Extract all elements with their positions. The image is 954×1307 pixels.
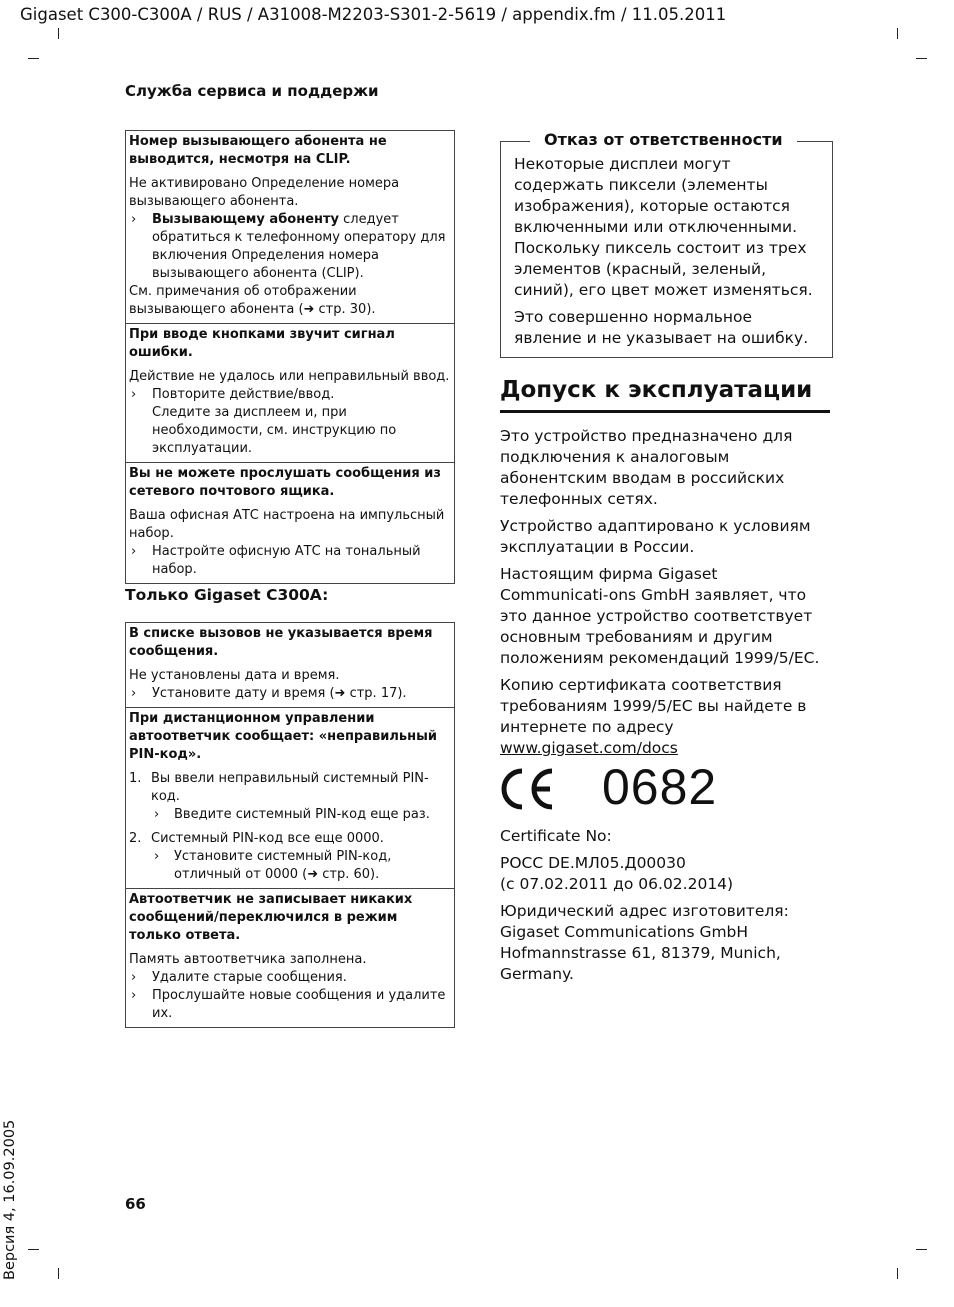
problem-title: При вводе кнопками звучит сигнал ошибки. — [129, 327, 395, 360]
cert-label: Certificate No: — [500, 827, 612, 845]
cert-dates: (с 07.02.2011 до 06.02.2014) — [500, 875, 734, 893]
crop-mark — [916, 58, 927, 59]
list-item: › Настройте офисную АТС на тональный набор. — [129, 543, 451, 579]
disclaimer-title: Отказ от ответственности — [530, 130, 797, 149]
item-number: 2. — [129, 831, 142, 846]
paragraph: Настоящим фирма Gigaset Communicati-ons GmbH заявляет, что это данное устройство соответствует основным требованиям и другим положениям рекомендаций 1999/5/EC. — [500, 565, 820, 667]
paragraph: Некоторые дисплеи могут содержать пиксели (элементы изображения), которые остаются включенными или отключенными. Поскольку пиксель состоит из трех элементов (красный, зеленый, синий), его цвет может изменяться. — [514, 155, 813, 299]
crop-mark — [897, 1268, 898, 1279]
item-text: Системный PIN-код все еще 0000. — [151, 831, 384, 846]
heading-rule — [500, 410, 830, 413]
item-text: Вы ввели неправильный системный PIN-код. — [151, 771, 429, 804]
docs-link[interactable]: www.gigaset.com/docs — [500, 739, 678, 757]
paragraph-text: Копию сертификата соответствия требованиям 1999/5/EC вы найдете в интернете по адресу — [500, 676, 807, 736]
problem-title: Вы не можете прослушать сообщения из сетевого почтового ящика. — [129, 466, 441, 499]
problem-cause: Не активировано Определение номера вызывающего абонента. — [129, 176, 400, 209]
bullet-text: следует обратиться к телефонному оператору для включения Определения номера вызывающего абонента (CLIP). — [152, 212, 446, 281]
list-item: › Повторите действие/ввод. — [129, 386, 451, 404]
table-row — [126, 463, 454, 583]
table-row — [126, 708, 454, 889]
version-label: Версия 4, 16.09.2005 — [2, 1119, 18, 1280]
crop-mark — [58, 28, 59, 39]
problem-cause: Память автоответчика заполнена. — [129, 952, 367, 967]
disclaimer-body — [514, 154, 824, 355]
paragraph: Устройство адаптировано к условиям эксплуатации в России. — [500, 517, 811, 556]
table-row — [126, 623, 454, 708]
troubleshooting-table-1 — [125, 130, 455, 584]
table-row — [126, 131, 454, 324]
crop-mark — [28, 1249, 39, 1250]
list-item — [129, 211, 451, 283]
address-line: Gigaset Communications GmbH — [500, 923, 749, 941]
problem-title: При дистанционном управлении автоответчик сообщает: «неправильный PIN-код». — [129, 711, 437, 762]
address-block — [500, 901, 830, 985]
numbered-item — [129, 770, 451, 806]
crop-mark — [916, 1249, 927, 1250]
list-item: › Установите дату и время (➜ стр. 17). — [129, 685, 451, 703]
cert-number: РОСС DE.МЛ05.Д00030 — [500, 854, 686, 872]
paragraph — [500, 675, 830, 759]
notified-body-number: 0682 — [602, 759, 718, 815]
list-item: › Введите системный PIN-код еще раз. — [129, 806, 451, 824]
list-item: › Удалите старые сообщения. — [129, 969, 451, 987]
crop-mark — [58, 1268, 59, 1279]
problem-title: Номер вызывающего абонента не выводится, несмотря на CLIP. — [129, 134, 387, 167]
list-item: › Установите системный PIN-код, отличный от 0000 (➜ стр. 60). — [129, 848, 451, 884]
troubleshooting-table-2 — [125, 622, 455, 1028]
page-number: 66 — [125, 1195, 146, 1213]
section-title: Служба сервиса и поддержи — [125, 82, 379, 100]
list-item: › Прослушайте новые сообщения и удалите их. — [129, 987, 451, 1023]
problem-title: Автоответчик не записывает никаких сообщений/переключился в режим только ответа. — [129, 892, 413, 943]
problem-cause: Не установлены дата и время. — [129, 668, 340, 683]
address-line: Germany. — [500, 965, 574, 983]
address-label: Юридический адрес изготовителя: — [500, 902, 789, 920]
problem-cause: Действие не удалось или неправильный ввод. — [129, 369, 450, 384]
subheading: Только Gigaset C300A: — [125, 586, 329, 604]
paragraph: Это совершенно нормальное явление и не указывает на ошибку. — [514, 308, 809, 347]
problem-title: В списке вызовов не указывается время сообщения. — [129, 626, 433, 659]
numbered-item — [129, 830, 451, 848]
document-header: Gigaset C300-C300A / RUS / A31008-M2203-S301-2-5619 / appendix.fm / 11.05.2011 — [20, 5, 727, 24]
bullet-continuation: Следите за дисплеем и, при необходимости, см. инструкцию по эксплуатации. — [152, 405, 397, 456]
paragraph: Это устройство предназначено для подключения к аналоговым абонентским вводам в российских телефонных сетях. — [500, 427, 793, 508]
table-row — [126, 324, 454, 463]
address-line: Hofmannstrasse 61, 81379, Munich, — [500, 944, 781, 962]
certificate-info — [500, 826, 830, 991]
bold-phrase: Вызывающему абоненту — [152, 212, 339, 227]
item-number: 1. — [129, 771, 142, 786]
cert-block — [500, 853, 830, 895]
approval-text — [500, 426, 830, 765]
crop-mark — [28, 58, 39, 59]
table-row — [126, 889, 454, 1027]
approval-heading: Допуск к эксплуатации — [500, 377, 813, 403]
crop-mark — [897, 28, 898, 39]
problem-cause: Ваша офисная АТС настроена на импульсный набор. — [129, 508, 445, 541]
ce-mark-icon — [498, 766, 558, 812]
note-text: См. примечания об отображении вызывающего абонента (➜ стр. 30). — [129, 284, 376, 317]
